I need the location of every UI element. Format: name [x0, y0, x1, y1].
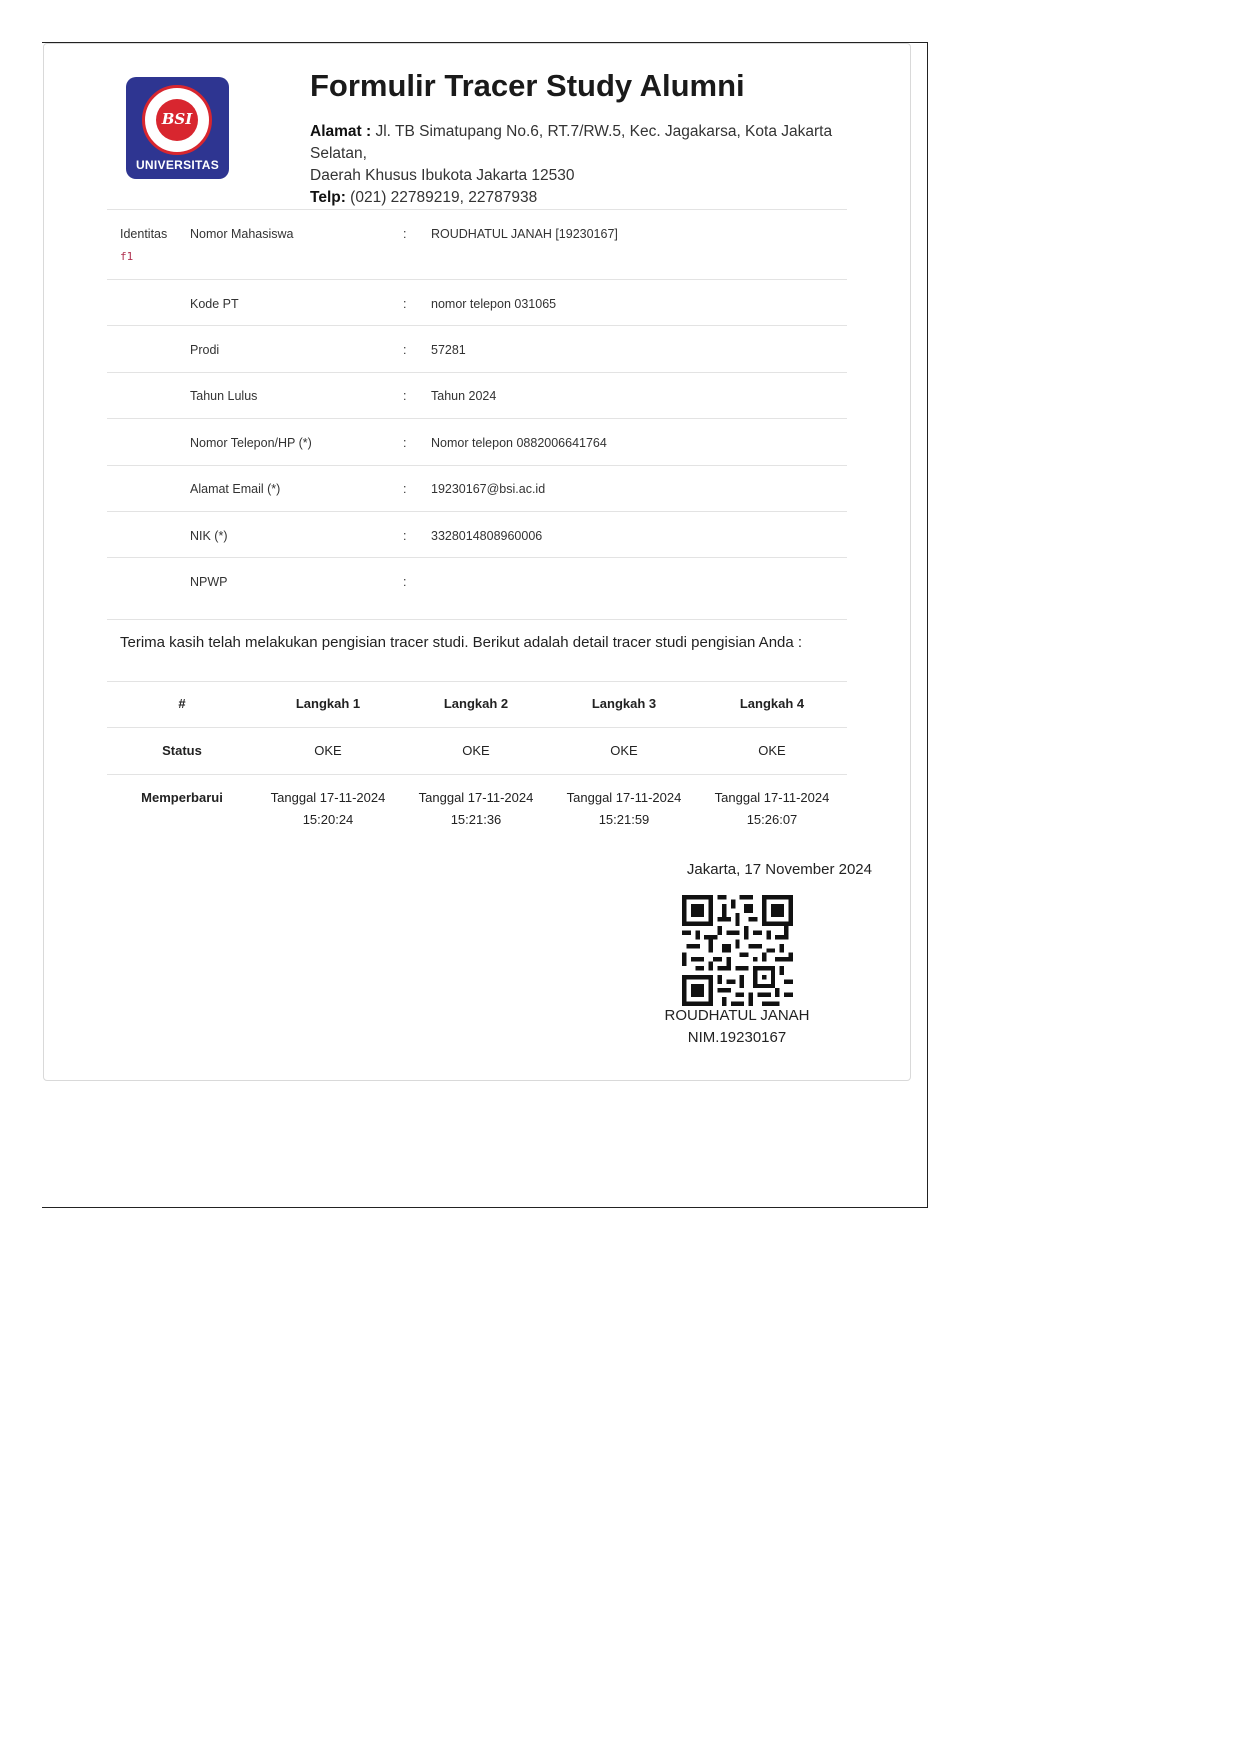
- row-value-tahun-lulus: Tahun 2024: [431, 389, 497, 403]
- signer-name: ROUDHATUL JANAH: [664, 1007, 810, 1024]
- divider: [107, 557, 847, 558]
- row-label-email: Alamat Email (*): [190, 482, 281, 496]
- row-value-kode-pt: nomor telepon 031065: [431, 297, 557, 311]
- divider: [107, 774, 847, 775]
- row-colon: :: [403, 482, 407, 496]
- address-label: Alamat :: [310, 123, 372, 140]
- address-block: [310, 121, 870, 209]
- updated-date: Tanggal 17-11-2024: [566, 790, 682, 805]
- row-label-kode-pt: Kode PT: [190, 297, 239, 311]
- signer-nim: NIM.19230167: [687, 1029, 787, 1046]
- page-title: Formulir Tracer Study Alumni: [310, 68, 745, 103]
- row-colon: :: [403, 227, 407, 241]
- divider: [107, 325, 847, 326]
- row-colon: :: [403, 529, 407, 543]
- divider: [107, 465, 847, 466]
- phone-value: (021) 22789219, 22787938: [345, 189, 538, 206]
- address-line-2: Daerah Khusus Ibukota Jakarta 12530: [310, 167, 575, 184]
- table-header-step-3: Langkah 3: [591, 696, 657, 711]
- updated-time: 15:21:36: [450, 812, 502, 827]
- row-value-email: 19230167@bsi.ac.id: [431, 482, 546, 496]
- status-row-label: Status: [162, 743, 202, 758]
- divider: [107, 418, 847, 419]
- row-colon: :: [403, 389, 407, 403]
- updated-step-1: [253, 787, 403, 831]
- updated-time: 15:20:24: [302, 812, 354, 827]
- row-colon: :: [403, 575, 407, 589]
- row-colon: :: [403, 297, 407, 311]
- row-label-telepon: Nomor Telepon/HP (*): [190, 436, 312, 450]
- row-value-telepon: Nomor telepon 0882006641764: [431, 436, 607, 450]
- row-colon: :: [403, 343, 407, 357]
- row-value-prodi: 57281: [431, 343, 466, 357]
- updated-time: 15:26:07: [746, 812, 798, 827]
- thanks-message: Terima kasih telah melakukan pengisian tracer studi. Berikut adalah detail tracer studi pengisian Anda :: [120, 634, 803, 651]
- table-header-step-4: Langkah 4: [739, 696, 805, 711]
- updated-row-label: Memperbarui: [141, 790, 223, 805]
- table-header-hash: #: [178, 696, 186, 711]
- updated-date: Tanggal 17-11-2024: [270, 790, 386, 805]
- table-header-step-1: Langkah 1: [295, 696, 361, 711]
- row-label-nik: NIK (*): [190, 529, 228, 543]
- logo-text: UNIVERSITAS: [135, 158, 220, 172]
- address-line-1: Jl. TB Simatupang No.6, RT.7/RW.5, Kec. Jagakarsa, Kota Jakarta Selatan,: [310, 123, 833, 162]
- identity-section-tag: f1: [120, 250, 134, 263]
- status-step-4: OKE: [758, 743, 786, 758]
- updated-step-3: [549, 787, 699, 831]
- divider: [107, 619, 847, 620]
- updated-date: Tanggal 17-11-2024: [714, 790, 830, 805]
- divider: [107, 372, 847, 373]
- row-colon: :: [403, 436, 407, 450]
- row-label-npwp: NPWP: [190, 575, 228, 589]
- logo-emblem: [142, 85, 212, 155]
- updated-date: Tanggal 17-11-2024: [418, 790, 534, 805]
- divider: [107, 511, 847, 512]
- row-label-prodi: Prodi: [190, 343, 220, 357]
- updated-step-4: [697, 787, 847, 831]
- phone-label: Telp:: [310, 189, 346, 206]
- row-label-nomor-mahasiswa: Nomor Mahasiswa: [190, 227, 294, 241]
- divider: [107, 279, 847, 280]
- row-label-tahun-lulus: Tahun Lulus: [190, 389, 258, 403]
- divider: [107, 727, 847, 728]
- divider: [107, 209, 847, 210]
- signature-place-date: Jakarta, 17 November 2024: [686, 861, 872, 878]
- qr-code-icon: [682, 895, 793, 1006]
- row-value-nomor-mahasiswa: ROUDHATUL JANAH [19230167]: [431, 227, 618, 241]
- status-step-2: OKE: [462, 743, 490, 758]
- logo-mark: BSI: [161, 110, 193, 128]
- updated-step-2: [401, 787, 551, 831]
- university-logo: [126, 77, 229, 179]
- status-step-1: OKE: [314, 743, 342, 758]
- identity-section-label: Identitas: [120, 227, 168, 241]
- table-header-step-2: Langkah 2: [443, 696, 509, 711]
- updated-time: 15:21:59: [598, 812, 650, 827]
- row-value-nik: 3328014808960006: [431, 529, 543, 543]
- status-step-3: OKE: [610, 743, 638, 758]
- divider: [107, 681, 847, 682]
